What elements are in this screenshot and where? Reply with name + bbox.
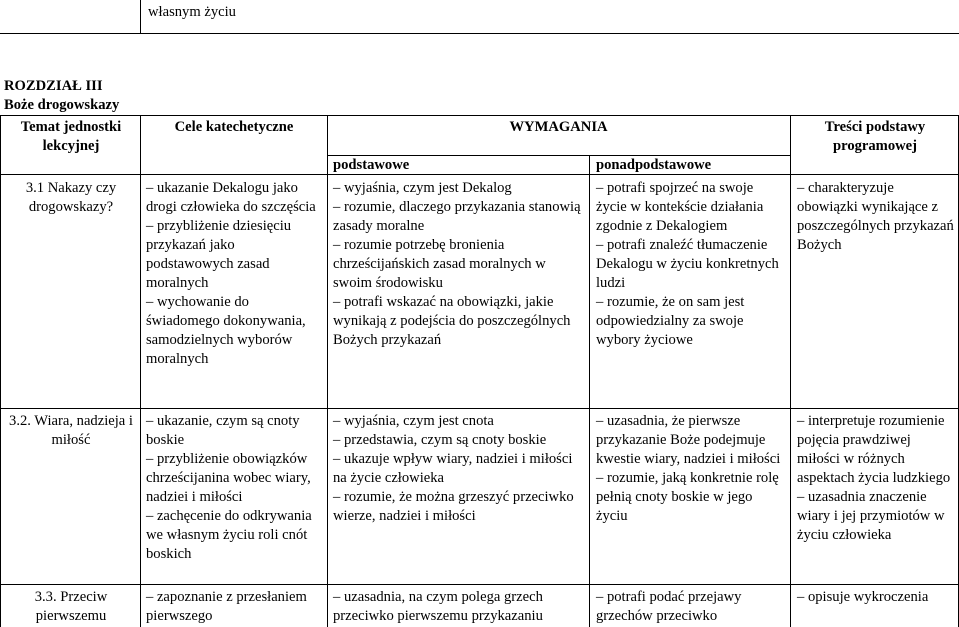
program-item: – interpretuje rozumienie pojęcia prawdziwej miłości w różnych aspektach życia ludzkiego (797, 412, 957, 488)
basic-item: – rozumie, że można grzeszyć przeciwko wierze, nadziei i miłości (333, 488, 585, 526)
basic-item: – potrafi wskazać na obowiązki, jakie wynikają z podejścia do poszczególnych Bożych przykazań (333, 293, 585, 350)
grid-line (0, 33, 959, 34)
grid-line (140, 0, 141, 34)
advanced-item: – potrafi znaleźć tłumaczenie Dekalogu w życiu konkretnych ludzi (596, 236, 784, 293)
row1-goals (146, 179, 324, 369)
advanced-item: – uzasadnia, że pierwsze przykazanie Boże podejmuje kwestie wiary, nadziei i miłości (596, 412, 784, 469)
basic-item: – wyjaśnia, czym jest Dekalog (333, 179, 585, 198)
goal-item: – zachęcenie do odkrywania we własnym życiu roli cnót boskich (146, 507, 324, 564)
basic-item: – uzasadnia, na czym polega grzech przeciwko pierwszemu przykazaniu (333, 588, 585, 626)
row2-program (797, 412, 957, 545)
goal-item: – zapoznanie z przesłaniem pierwszego (146, 588, 324, 626)
grid-line (0, 584, 959, 585)
grid-line (327, 115, 328, 627)
row2-topic: 3.2. Wiara, nadzieja i miłość (9, 413, 133, 448)
previous-table-fragment (0, 0, 959, 34)
row1-basic (333, 179, 585, 350)
basic-item: – rozumie, dlaczego przykazania stanowią zasady moralne (333, 198, 585, 236)
header-requirements: WYMAGANIA (509, 119, 608, 135)
goal-item: – wychowanie do świadomego dokonywania, samodzielnych wyborów moralnych (146, 293, 324, 369)
grid-line (0, 115, 959, 116)
grid-line (0, 115, 1, 627)
row2-basic (333, 412, 585, 526)
goal-item: – przybliżenie dziesięciu przykazań jako podstawowych zasad moralnych (146, 217, 324, 293)
header-topic: Temat jednostki lekcyjnej (20, 119, 122, 154)
chapter-subtitle: Boże drogowskazy (4, 97, 120, 113)
row3-program (797, 588, 957, 607)
row1-program (797, 179, 957, 255)
grid-line (0, 174, 959, 175)
row3-topic: 3.3. Przeciw pierwszemu (34, 589, 108, 624)
basic-item: – wyjaśnia, czym jest cnota (333, 412, 585, 431)
previous-row-text: własnym życiu (148, 4, 236, 20)
row3-advanced (596, 588, 784, 626)
program-item: – uzasadnia znaczenie wiary i jej przymiotów w życiu człowieka (797, 488, 957, 545)
row1-topic: 3.1 Nakazy czy drogowskazy? (25, 180, 117, 215)
chapter-title: ROZDZIAŁ III (4, 78, 103, 94)
row1-advanced (596, 179, 784, 350)
header-program: Treści podstawy programowej (824, 119, 926, 154)
header-basic: podstawowe (333, 157, 410, 173)
advanced-item: – potrafi podać przejawy grzechów przeciwko (596, 588, 784, 626)
grid-line (0, 408, 959, 409)
basic-item: – przedstawia, czym są cnoty boskie (333, 431, 585, 450)
basic-item: – rozumie potrzebę bronienia chrześcijańskich zasad moralnych w swoim środowisku (333, 236, 585, 293)
advanced-item: – potrafi spojrzeć na swoje życie w kontekście działania zgodnie z Dekalogiem (596, 179, 784, 236)
program-item: – charakteryzuje obowiązki wynikające z poszczególnych przykazań Bożych (797, 179, 957, 255)
header-goals: Cele katechetyczne (174, 119, 294, 135)
grid-line (140, 115, 141, 627)
advanced-item: – rozumie, jaką konkretnie rolę pełnią cnoty boskie w jego życiu (596, 469, 784, 526)
header-advanced: ponadpodstawowe (596, 157, 712, 173)
program-item: – opisuje wykroczenia (797, 588, 957, 607)
row3-goals (146, 588, 324, 626)
row2-goals (146, 412, 324, 564)
advanced-item: – rozumie, że on sam jest odpowiedzialny za swoje wybory życiowe (596, 293, 784, 350)
grid-line (790, 115, 791, 627)
row2-advanced (596, 412, 784, 526)
goal-item: – ukazanie Dekalogu jako drogi człowieka do szczęścia (146, 179, 324, 217)
basic-item: – ukazuje wpływ wiary, nadziei i miłości na życie człowieka (333, 450, 585, 488)
row3-basic (333, 588, 585, 626)
goal-item: – przybliżenie obowiązków chrześcijanina wobec wiary, nadziei i miłości (146, 450, 324, 507)
grid-line (589, 155, 590, 627)
goal-item: – ukazanie, czym są cnoty boskie (146, 412, 324, 450)
